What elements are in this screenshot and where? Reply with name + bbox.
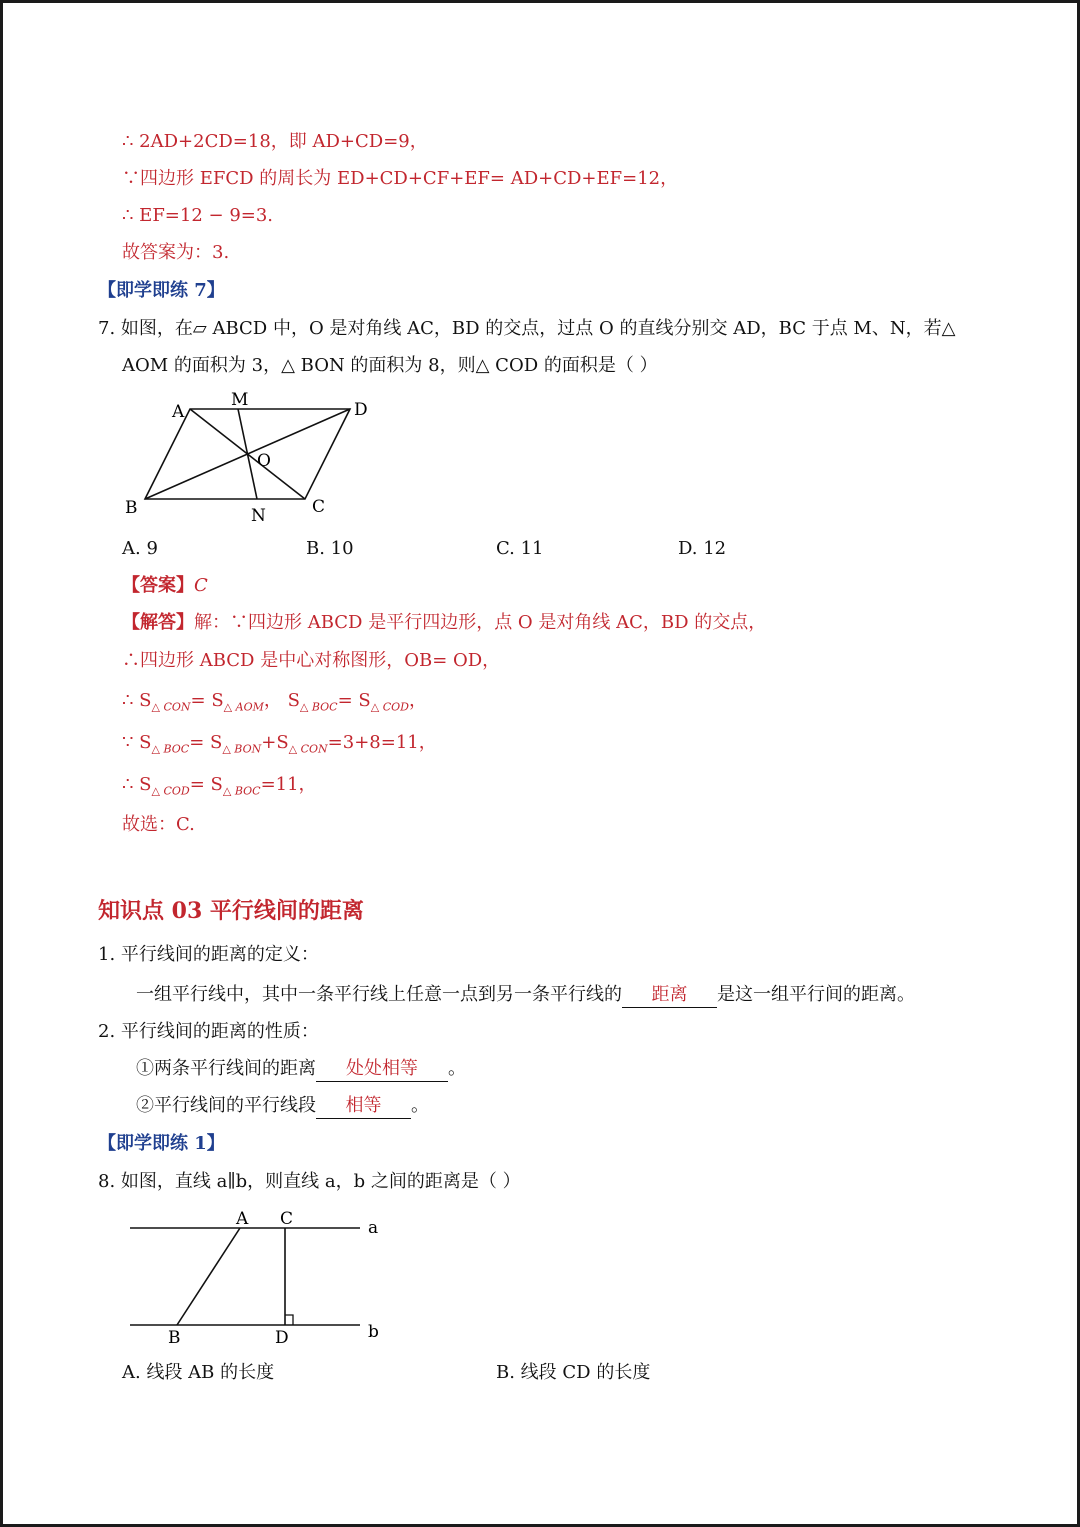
- property-heading: 2. 平行线间的距离的性质：: [98, 1021, 319, 1042]
- sub-con: △ CON: [151, 700, 191, 714]
- eq-2: = S: [337, 690, 371, 711]
- label-o: O: [257, 451, 271, 471]
- q7-solution-line-1: [122, 611, 766, 635]
- property-1-pre: ①两条平行线间的距离: [136, 1058, 316, 1079]
- definition-body-post: 是这一组平行间的距离。: [717, 984, 915, 1005]
- property-2-post: 。: [411, 1095, 429, 1116]
- definition-body: [136, 983, 915, 1008]
- blank-distance: 距离: [622, 983, 717, 1008]
- q8-option-a: A. 线段 AB 的长度: [122, 1362, 275, 1383]
- sub-boc: △ BOC: [299, 700, 338, 714]
- solution-label: 【解答】: [122, 612, 194, 633]
- eq-4: = S: [189, 774, 223, 795]
- line-mn: [238, 409, 257, 499]
- definition-heading: 1. 平行线间的距离的定义：: [98, 944, 319, 965]
- answer-value: C: [194, 575, 208, 596]
- q7-final-choice: 故选：C.: [122, 814, 195, 835]
- label-n: N: [251, 506, 266, 526]
- q7-option-a: A. 9: [122, 538, 158, 559]
- label-d: D: [354, 400, 368, 420]
- s-cod-lhs: ∴ S: [122, 774, 152, 795]
- prev-solution-line-2: ∵四边形 EFCD 的周长为 ED+CD+CF+EF= AD+CD+EF=12，: [122, 168, 679, 189]
- q7-option-b: B. 10: [306, 538, 354, 559]
- property-1-post: 。: [448, 1058, 466, 1079]
- s-boc-lhs: ， S: [263, 690, 300, 711]
- prev-solution-line-4: 故答案为：3.: [122, 242, 230, 263]
- sub-bon: △ BON: [222, 742, 262, 756]
- right-angle-mark: [285, 1315, 293, 1325]
- label-c-point: C: [280, 1209, 294, 1229]
- label-b-point: B: [168, 1328, 181, 1348]
- blank-equal: 相等: [316, 1094, 411, 1119]
- property-2-pre: ②平行线间的平行线段: [136, 1095, 316, 1116]
- prev-solution-line-1: ∴ 2AD+2CD=18，即 AD+CD=9，: [122, 131, 428, 152]
- label-c: C: [312, 497, 326, 517]
- property-1: [136, 1057, 466, 1082]
- q8-parallel-lines-figure: [120, 1205, 390, 1350]
- q7-option-c: C. 11: [496, 538, 544, 559]
- eq-3: = S: [189, 732, 223, 753]
- sub-boc-2: △ BOC: [151, 742, 190, 756]
- label-line-b: b: [368, 1322, 379, 1342]
- label-a-point: A: [236, 1209, 249, 1229]
- sub-cod-2: △ COD: [151, 784, 190, 798]
- blank-everywhere-equal: 处处相等: [316, 1057, 448, 1082]
- comma-1: ，: [408, 690, 427, 711]
- s-boc-lhs-2: ∵ S: [122, 732, 152, 753]
- sub-con-2: △ CON: [288, 742, 328, 756]
- plus-s: +S: [261, 732, 289, 753]
- final-value: =11，: [260, 774, 317, 795]
- sum-result: =3+8=11，: [327, 732, 437, 753]
- q7-solution-line-2: ∴四边形 ABCD 是中心对称图形，OB= OD，: [122, 650, 501, 671]
- label-m: M: [231, 390, 249, 410]
- q7-answer: [122, 574, 208, 598]
- q7-solution-line-4: [122, 731, 437, 762]
- definition-body-pre: 一组平行线中，其中一条平行线上任意一点到另一条平行线的: [136, 984, 622, 1005]
- label-d-point: D: [275, 1328, 289, 1348]
- practice-1-header: 【即学即练 1】: [98, 1133, 225, 1154]
- sub-aom: △ AOM: [223, 700, 264, 714]
- sub-boc-3: △ BOC: [222, 784, 261, 798]
- q7-solution-line-3: [122, 689, 427, 720]
- prev-solution-line-3: ∴ EF=12 − 9=3.: [122, 205, 274, 226]
- answer-label: 【答案】: [122, 575, 194, 596]
- sub-cod: △ COD: [370, 700, 409, 714]
- eq-1: = S: [190, 690, 224, 711]
- label-b: B: [125, 498, 138, 518]
- property-2: [136, 1094, 429, 1119]
- practice-7-header: 【即学即练 7】: [98, 280, 225, 301]
- q7-parallelogram-figure: [120, 388, 380, 528]
- q8-option-b: B. 线段 CD 的长度: [496, 1362, 651, 1383]
- label-line-a: a: [368, 1218, 379, 1238]
- q8-stem: 8. 如图，直线 a∥b，则直线 a，b 之间的距离是（ ）: [98, 1171, 521, 1192]
- section-title: 知识点 03 平行线间的距离: [98, 898, 364, 924]
- q7-solution-line-5: [122, 773, 317, 804]
- s-con-lhs: ∴ S: [122, 690, 152, 711]
- q7-stem-line-2: AOM 的面积为 3，△ BON 的面积为 8，则△ COD 的面积是（ ）: [122, 355, 658, 376]
- solution-text-1: 解：∵四边形 ABCD 是平行四边形，点 O 是对角线 AC，BD 的交点，: [194, 612, 767, 633]
- q7-stem-line-1: 7. 如图，在▱ ABCD 中，O 是对角线 AC，BD 的交点，过点 O 的直线分别交 AD，BC 于点 M、N，若△: [98, 318, 956, 339]
- q7-option-d: D. 12: [678, 538, 727, 559]
- label-a: A: [172, 402, 185, 422]
- segment-ab: [177, 1228, 240, 1325]
